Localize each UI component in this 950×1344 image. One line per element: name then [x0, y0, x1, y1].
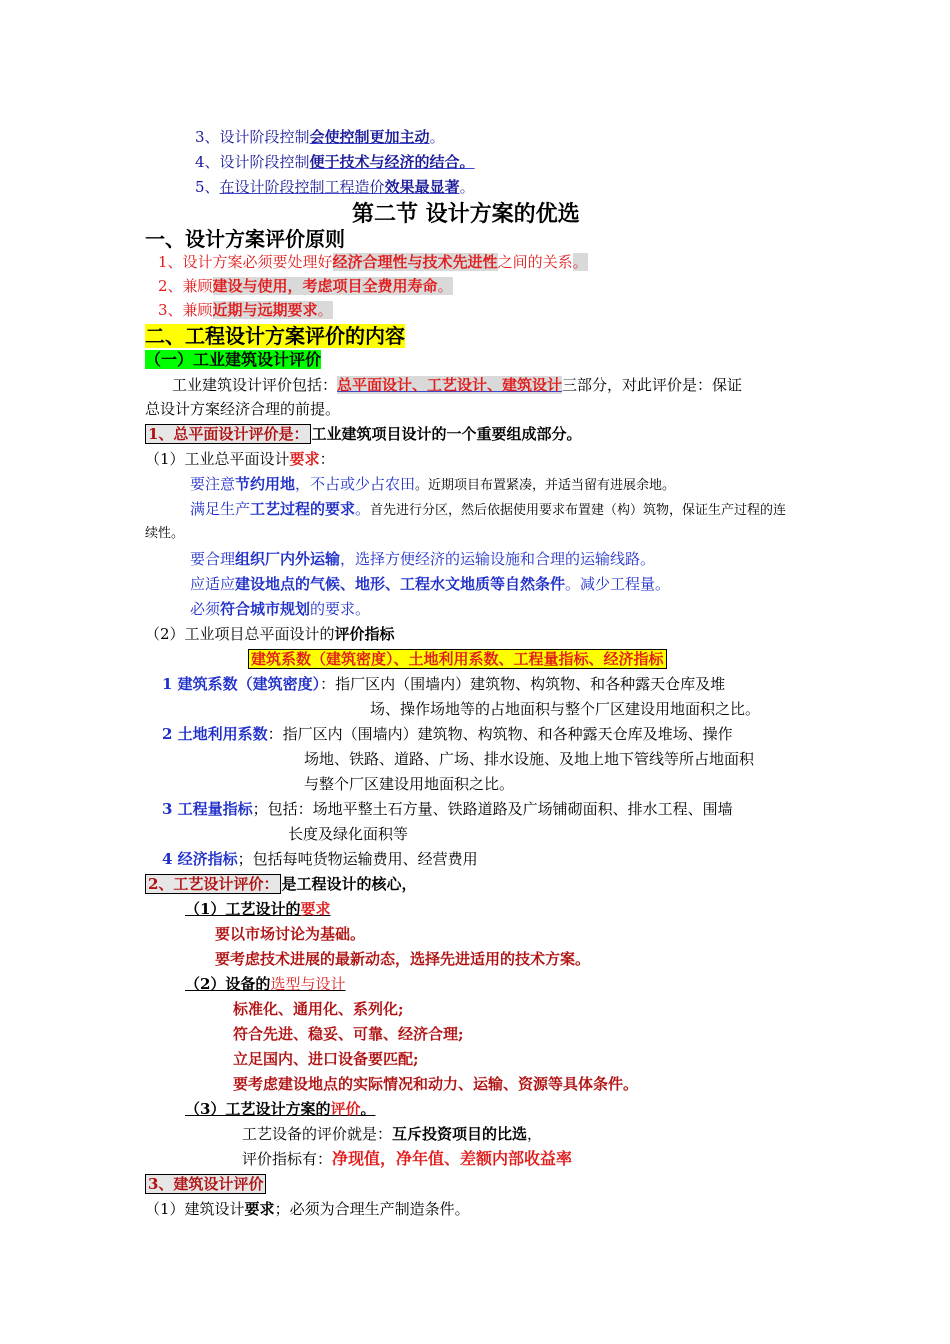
line-item-3 — [195, 126, 445, 148]
indicator-3 — [162, 798, 733, 820]
tech-emphasis: 评价 — [330, 1100, 361, 1118]
principle-emphasis: 近期与远期要求 — [212, 301, 318, 319]
principle-2 — [158, 275, 453, 297]
requirement-2 — [190, 498, 786, 522]
indicator-2-cont1: 场地、铁路、道路、广场、排水设施、及地上地下管线等所占地面积 — [304, 750, 755, 768]
indicator-label: 3 工程量指标 — [162, 800, 253, 818]
indicator-text: ：指厂区内（围墙内）建筑物、构筑物、和各种露天仓库及堆场、操作 — [267, 725, 733, 743]
indicator-label: 1 建筑系数（建筑密度） — [162, 675, 321, 693]
line-emphasis: 效果最显著 — [384, 178, 460, 196]
evaluation-line — [242, 1123, 542, 1145]
indicator-1 — [162, 673, 725, 695]
req-text: ，不占或少占农田 — [295, 475, 416, 493]
tech-1-a: 要以市场讨论为基础。 — [215, 925, 366, 943]
building-emphasis: 要求 — [244, 1200, 275, 1218]
req-emphasis: 建设地点的气候、地形、工程水文地质等自然条件 — [235, 575, 566, 593]
paragraph-emphasis: 总平面设计、工艺设计、建筑设计 — [337, 376, 563, 394]
requirement-3 — [190, 548, 655, 570]
tech-heading-2 — [185, 973, 345, 995]
indicator-3-cont: 长度及绿化面积等 — [288, 825, 409, 843]
eval-text: 工艺设备的评价就是： — [242, 1125, 393, 1143]
indicator-heading — [145, 623, 395, 645]
tech-2-d: 要考虑建设地点的实际情况和动力、运输、资源等具体条件。 — [233, 1075, 639, 1093]
req-emphasis: 要求 — [289, 450, 320, 468]
req-text: 要注意 — [190, 475, 236, 493]
requirement-2-cont: 续性。 — [145, 526, 185, 541]
intro-paragraph-cont: 总设计方案经济合理的前提。 — [145, 400, 341, 418]
indicator-text: ；包括：场地平整土石方量、铁路道路及广场铺砌面积、排水工程、围墙 — [252, 800, 733, 818]
index-emphasis: 净现值，净年值、差额内部收益率 — [332, 1149, 573, 1168]
tech-heading-1 — [185, 898, 330, 920]
indicator-text: （2）工业项目总平面设计的 — [145, 625, 335, 643]
item-2-text: 是工程设计的核心， — [281, 875, 417, 893]
paragraph-text: 三部分，对此评价是：保证 — [562, 376, 743, 394]
req-text: 。减少工程量。 — [565, 575, 671, 593]
indicator-text: ：指厂区内（围墙内）建筑物、构筑物、和各种露天仓库及堆 — [320, 675, 726, 693]
indicator-2 — [162, 723, 733, 745]
item-1-text: 工业建筑项目设计的一个重要组成部分。 — [311, 425, 582, 443]
req-emphasis: 组织厂内外运输 — [235, 550, 341, 568]
building-requirement — [145, 1198, 470, 1220]
tech-emphasis: 选型与设计 — [270, 975, 346, 993]
indicator-summary-box: 建筑系数（建筑密度）、土地利用系数、工程量指标、经济指标 — [248, 649, 667, 669]
requirement-5 — [190, 598, 370, 620]
content-heading — [145, 323, 405, 349]
req-note: 首先进行分区，然后依据使用要求布置建（构）筑物，保证生产过程的连 — [370, 503, 787, 518]
line-text: 4、设计阶段控制 — [195, 153, 310, 171]
principles-heading: 一、设计方案评价原则 — [145, 227, 345, 251]
subsection-text: （一）工业建筑设计评价 — [145, 350, 322, 369]
tech-2-a: 标准化、通用化、系列化; — [233, 1000, 404, 1018]
indicator-label: 2 土地利用系数 — [162, 725, 268, 743]
indicator-2-cont2: 与整个厂区建设用地面积之比。 — [304, 775, 515, 793]
line-item-5 — [195, 176, 475, 198]
tech-emphasis: 要求 — [300, 900, 331, 918]
principle-text: 。 — [437, 277, 453, 295]
indicator-label: 4 经济指标 — [162, 850, 238, 868]
principle-text: 。 — [572, 253, 588, 271]
indicator-4 — [162, 848, 478, 870]
tech-1-b: 要考虑技术进展的最新动态，选择先进适用的技术方案。 — [215, 950, 591, 968]
content-heading-text: 二、工程设计方案评价的内容 — [145, 324, 405, 348]
item-1-label: 1、总平面设计评价是： — [145, 424, 311, 444]
principle-emphasis: 经济合理性与技术先进性 — [332, 253, 498, 271]
tech-2-b: 符合先进、稳妥、可靠、经济合理; — [233, 1025, 464, 1043]
item-3-label: 3、建筑设计评价 — [145, 1174, 266, 1194]
req-text: 必须 — [190, 600, 221, 618]
tech-text: 。 — [360, 1100, 376, 1118]
req-emphasis: 工艺过程的要求 — [250, 500, 356, 518]
indicator-text: ；包括每吨货物运输费用、经营费用 — [237, 850, 478, 868]
req-text: （1）工业总平面设计 — [145, 450, 290, 468]
principle-3 — [158, 299, 333, 321]
index-line — [242, 1148, 572, 1170]
principle-1 — [158, 251, 588, 273]
paragraph-text: 工业建筑设计评价包括： — [172, 376, 338, 394]
req-text: ： — [319, 450, 335, 468]
req-text: 满足生产 — [190, 500, 251, 518]
building-text: ；必须为合理生产制造条件。 — [274, 1200, 470, 1218]
principle-text: 。 — [317, 301, 333, 319]
principle-text: 2、兼顾 — [158, 277, 213, 295]
line-text: 在设计阶段控制工程造价 — [219, 178, 385, 196]
index-text: 评价指标有： — [242, 1150, 333, 1168]
req-text: 应适应 — [190, 575, 236, 593]
subsection-industrial — [145, 349, 321, 371]
req-text: 要合理 — [190, 550, 236, 568]
eval-emphasis: 互斥投资项目的比选 — [392, 1125, 528, 1143]
requirement-heading — [145, 448, 335, 470]
item-2 — [145, 873, 416, 895]
tech-2-c: 立足国内、进口设备要匹配; — [233, 1050, 419, 1068]
line-text: 。 — [459, 178, 475, 196]
indicator-summary — [248, 648, 667, 670]
section-title: 第二节 设计方案的优选 — [352, 201, 580, 227]
principle-text: 3、兼顾 — [158, 301, 213, 319]
line-emphasis: 便于技术与经济的结合。 — [309, 153, 475, 171]
requirement-1 — [190, 473, 675, 497]
indicator-1-cont: 场、操作场地等的占地面积与整个厂区建设用地面积之比。 — [370, 700, 761, 718]
req-text: ，选择方便经济的运输设施和合理的运输线路。 — [340, 550, 656, 568]
line-emphasis: 会使控制更加主动 — [309, 128, 430, 146]
req-note: 。近期项目布置紧凑，并适当留有进展余地。 — [415, 478, 676, 493]
principle-text: 1、设计方案必须要处理好 — [158, 253, 333, 271]
indicator-emphasis: 评价指标 — [334, 625, 395, 643]
item-1 — [145, 423, 581, 445]
building-text: （1）建筑设计 — [145, 1200, 245, 1218]
tech-text: （2）设备的 — [185, 975, 271, 993]
eval-text: ， — [527, 1125, 543, 1143]
requirement-4 — [190, 573, 670, 595]
line-text: 5、 — [195, 178, 220, 196]
req-text: 。 — [355, 500, 371, 518]
line-text: 3、设计阶段控制 — [195, 128, 310, 146]
req-emphasis: 符合城市规划 — [220, 600, 311, 618]
item-3 — [145, 1173, 266, 1195]
principle-emphasis: 建设与使用，考虑项目全费用寿命 — [212, 277, 438, 295]
req-emphasis: 节约用地 — [235, 475, 296, 493]
line-text: 。 — [429, 128, 445, 146]
tech-text: （1）工艺设计的 — [185, 900, 301, 918]
item-2-label: 2、工艺设计评价： — [145, 874, 281, 894]
req-text: 的要求。 — [310, 600, 371, 618]
intro-paragraph — [172, 374, 742, 396]
tech-text: （3）工艺设计方案的 — [185, 1100, 331, 1118]
tech-heading-3 — [185, 1098, 375, 1120]
line-item-4 — [195, 151, 475, 173]
principle-text: 之间的关系 — [497, 253, 573, 271]
